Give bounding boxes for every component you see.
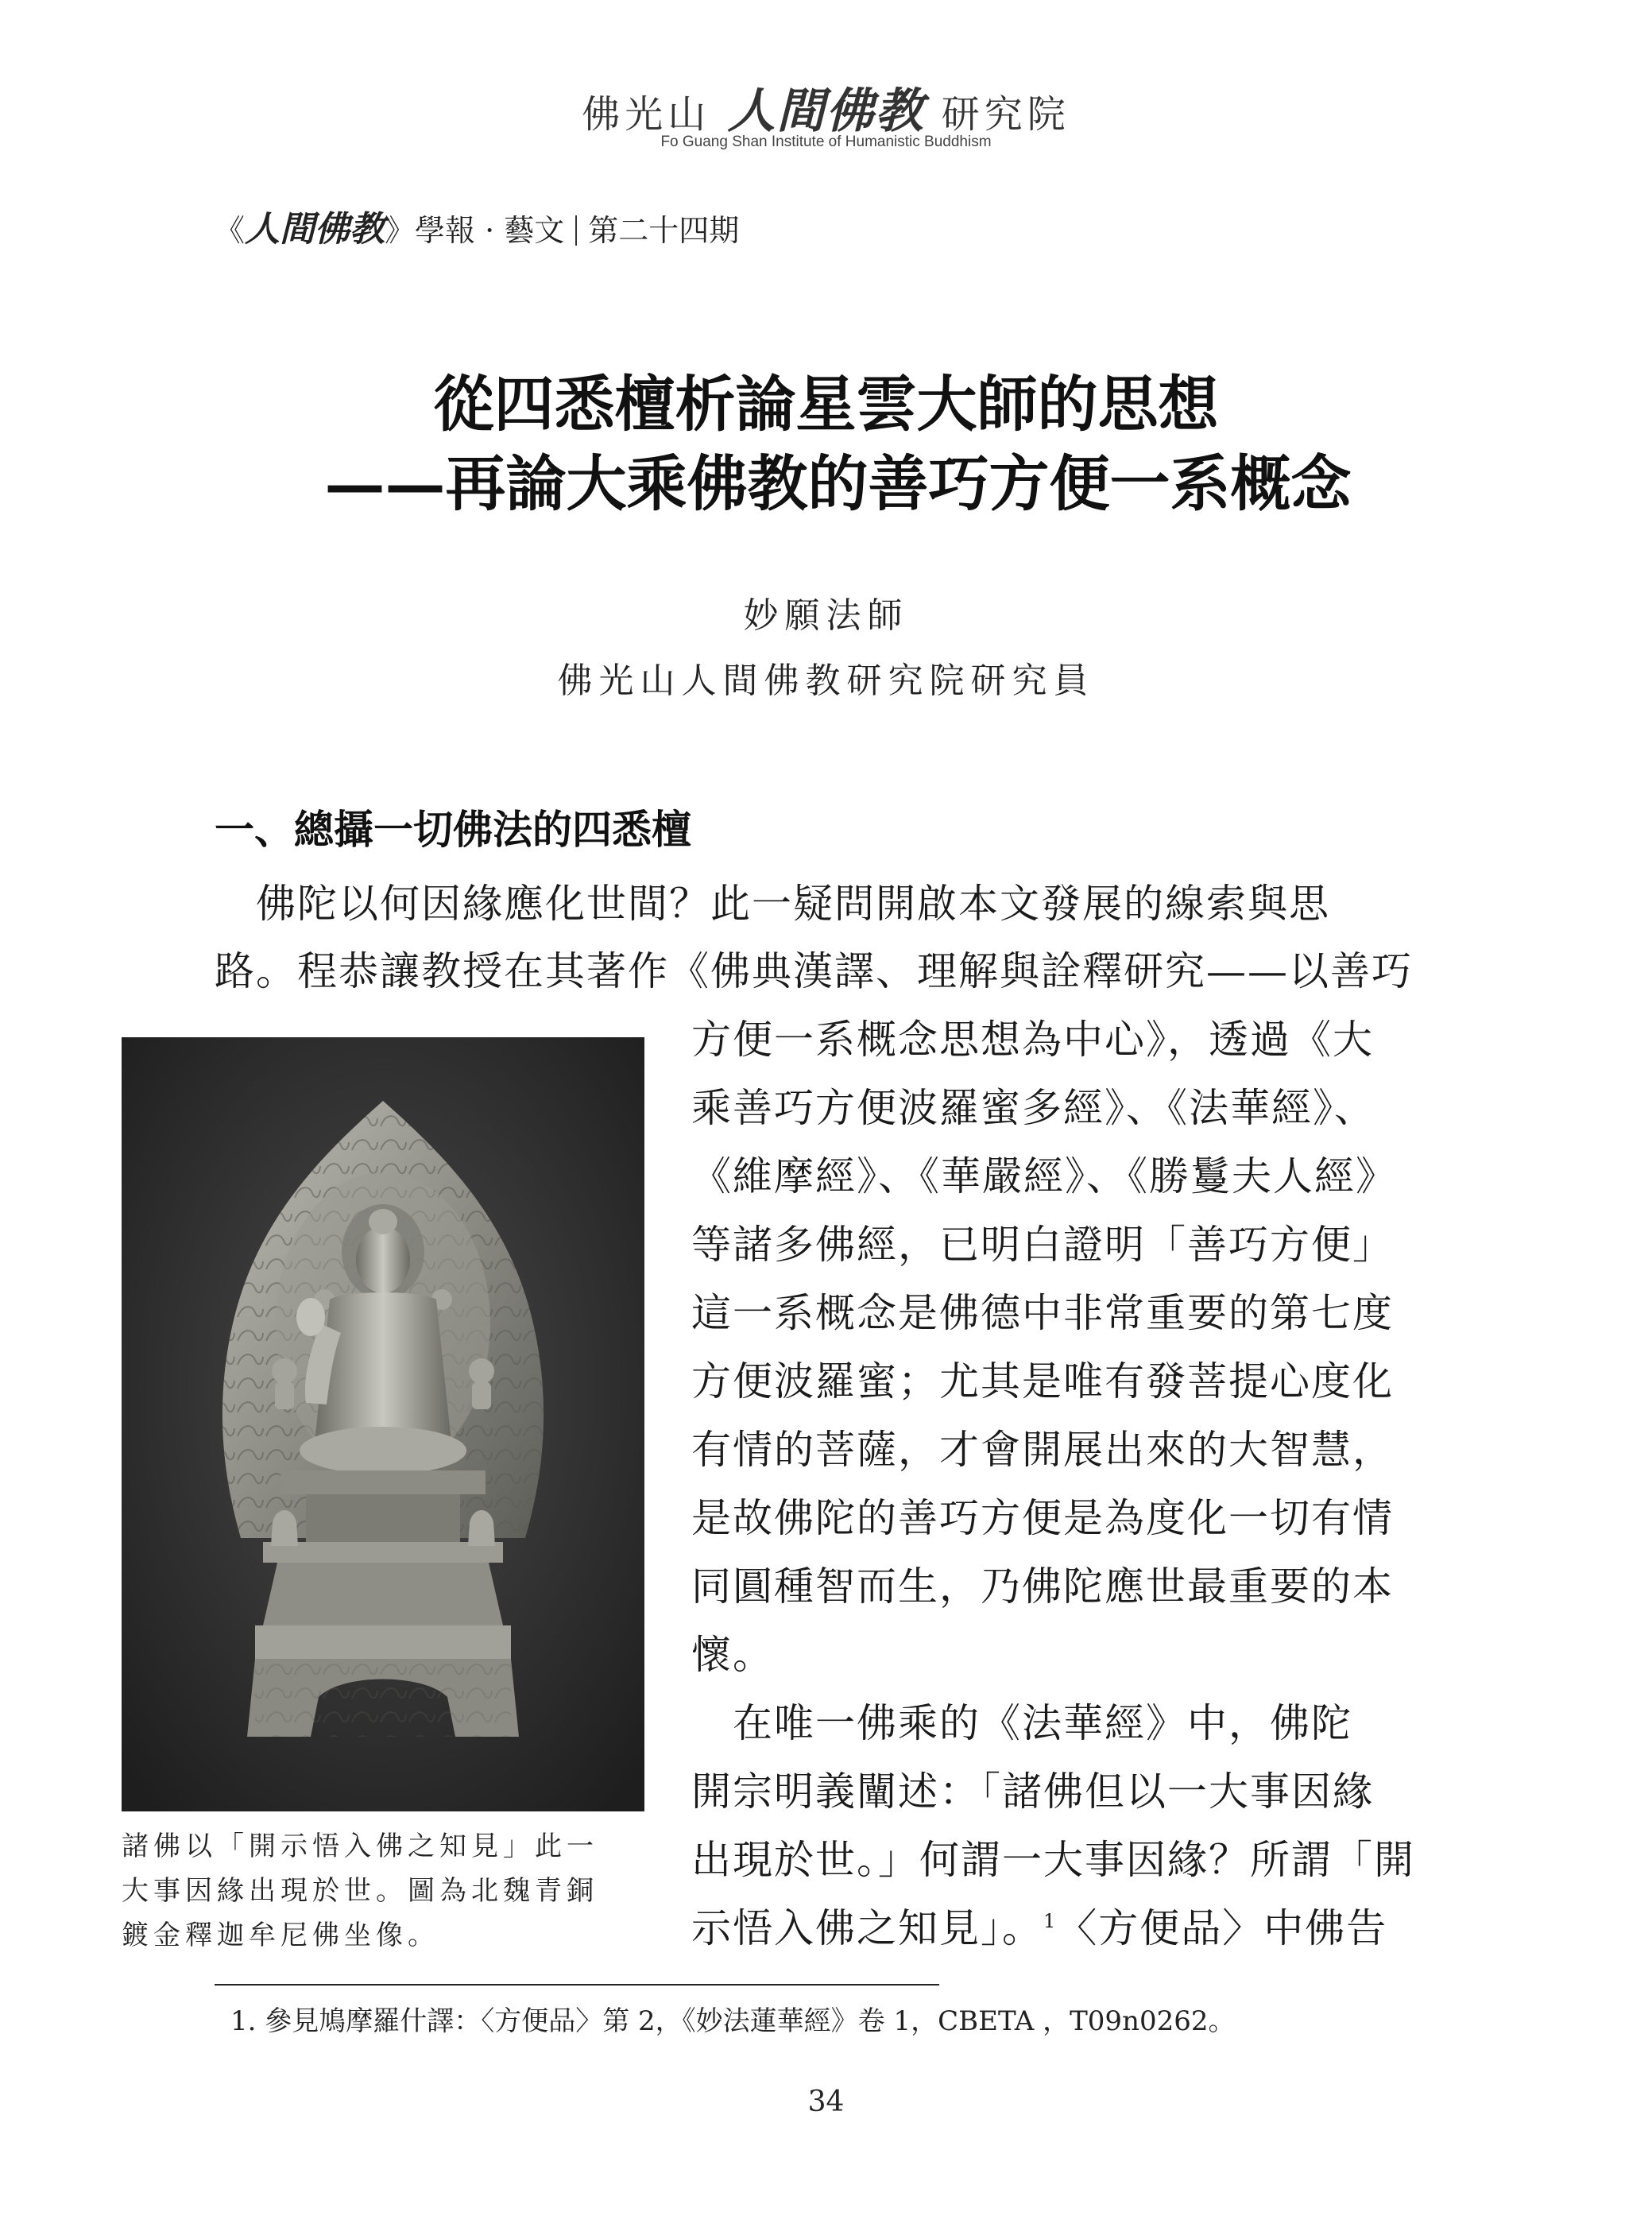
body-line: 路。程恭讓教授在其著作《佛典漢譯、理解與詮釋研究——以善巧 — [215, 948, 1413, 994]
article-subtitle: ——再論大乘佛教的善巧方便一系概念 — [324, 448, 1352, 519]
body-line: 懷。 — [691, 1632, 774, 1678]
footnote-divider — [215, 1984, 939, 1985]
journal-separator — [575, 215, 577, 246]
body-line: 同圓種智而生，乃佛陀應世最重要的本 — [691, 1563, 1394, 1610]
body-line: 等諸多佛經，已明白證明「善巧方便」 — [691, 1222, 1394, 1268]
article-title: 從四悉檀析論星雲大師的思想 — [433, 369, 1219, 440]
masthead-brand-logotype: 人間佛教 — [727, 83, 925, 139]
masthead-name-left: 佛光山 — [582, 92, 711, 137]
body-line: 方便波羅蜜；尤其是唯有發菩提心度化 — [691, 1358, 1394, 1404]
journal-issue: 第二十四期 — [588, 213, 740, 248]
body-line: 佛陀以何因緣應化世間？此一疑問開啟本文發展的線索與思 — [215, 881, 1330, 927]
journal-header — [215, 200, 739, 251]
author-name: 妙願法師 — [743, 595, 909, 636]
journal-bracket-open: 《 — [215, 213, 246, 248]
footnote-ref[interactable]: 1 — [1043, 1910, 1058, 1932]
figure-caption: 諸佛以「開示悟入佛之知見」此一 — [122, 1831, 598, 1862]
masthead-name-right: 研究院 — [941, 92, 1070, 137]
figure-caption: 鍍金釋迦牟尼佛坐像。 — [122, 1920, 439, 1951]
page-number: 34 — [807, 2086, 845, 2118]
body-line-text: 示悟入佛之知見」。 — [691, 1905, 1043, 1951]
author-affiliation: 佛光山人間佛教研究院研究員 — [557, 661, 1095, 701]
body-line: 方便一系概念思想為中心》，透過《大 — [691, 1017, 1374, 1063]
body-line: 這一系概念是佛德中非常重要的第七度 — [691, 1290, 1394, 1336]
body-line: 出現於世。」何謂一大事因緣？所謂「開 — [691, 1837, 1415, 1883]
buddha-statue-photo — [122, 1037, 644, 1811]
journal-brand-logotype: 人間佛教 — [245, 209, 385, 250]
figure-caption: 大事因緣出現於世。圖為北魏青銅 — [122, 1875, 598, 1907]
body-line: 在唯一佛乘的《法華經》中，佛陀 — [691, 1700, 1352, 1746]
footnote-text: 1. 參見鳩摩羅什譯：〈方便品〉第 2，《妙法蓮華經》卷 1，CBETA ，T09n0262。 — [230, 2005, 1236, 2037]
journal-name-rest: 》學報 · 藝文 — [385, 213, 565, 248]
body-line: 乘善巧方便波羅蜜多經》、《法華經》、 — [691, 1085, 1375, 1131]
buddha-statue-illustration — [122, 1037, 644, 1811]
body-line: 開宗明義闡述：「諸佛但以一大事因緣 — [691, 1769, 1374, 1815]
institute-masthead — [0, 73, 1652, 141]
body-line: 《維摩經》、《華嚴經》、《勝鬘夫人經》 — [691, 1153, 1397, 1199]
body-line: 有情的菩薩，才會開展出來的大智慧， — [691, 1427, 1394, 1473]
body-line: 是故佛陀的善巧方便是為度化一切有情 — [691, 1495, 1394, 1541]
masthead-subtitle: Fo Guang Shan Institute of Humanistic Buddhism — [660, 134, 992, 150]
section-heading: 一、總攝一切佛法的四悉檀 — [215, 806, 691, 853]
body-line-text: 〈方便品〉中佛告 — [1057, 1905, 1388, 1951]
body-line — [691, 1905, 1388, 1951]
